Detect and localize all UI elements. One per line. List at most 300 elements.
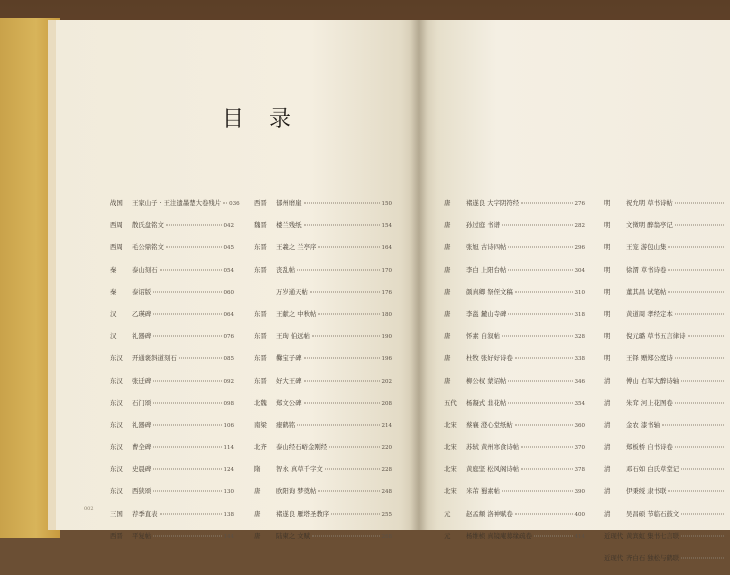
entry-title: 杨维桢 真镜庵募缘疏卷: [466, 531, 532, 540]
dot-leader: [515, 424, 573, 425]
toc-entry: [110, 287, 234, 309]
entry-title: 王献之 中秋帖: [276, 309, 317, 318]
entry-page-number: 378: [574, 467, 585, 474]
entry-title: 好大王碑: [276, 376, 302, 385]
entry-dynasty: 西晋: [110, 531, 123, 540]
entry-dynasty: 东晋: [254, 265, 267, 274]
entry-dynasty: 东晋: [254, 354, 267, 363]
entry-dynasty: 唐: [444, 376, 451, 385]
entry-title: 礼器碑: [132, 420, 152, 429]
dot-leader: [160, 269, 222, 270]
entry-title: 王宠 游包山集: [626, 243, 667, 252]
dot-leader: [515, 358, 573, 359]
toc-entry: [444, 376, 585, 398]
entry-dynasty: 西周: [110, 243, 123, 252]
entry-dynasty: 清: [604, 398, 611, 407]
toc-entry: [604, 242, 726, 264]
entry-title: 赵孟頫 洛神赋卷: [466, 509, 513, 518]
dot-leader: [304, 380, 380, 381]
toc-entry: [444, 420, 585, 442]
entry-title: 倪元璐 草书五言律诗: [626, 332, 686, 341]
toc-entry: [110, 509, 234, 531]
entry-dynasty: 清: [604, 376, 611, 385]
entry-dynasty: 唐: [444, 265, 451, 274]
entry-page-number: 220: [381, 445, 392, 452]
toc-entry: [254, 486, 392, 508]
entry-dynasty: 唐: [254, 531, 261, 540]
entry-dynasty: 唐: [444, 199, 451, 207]
entry-title: 褚遂良 大字阴符经: [466, 199, 520, 207]
entry-page-number: 196: [381, 356, 392, 363]
entry-page-number: 304: [574, 267, 585, 274]
entry-dynasty: 明: [604, 265, 611, 274]
entry-dynasty: 南梁: [254, 420, 267, 429]
entry-title: 褚遂良 雁塔圣教序: [276, 509, 330, 518]
dot-leader: [502, 336, 573, 337]
entry-dynasty: 近现代: [604, 554, 624, 562]
entry-title: 王羲之 兰亭序: [276, 243, 317, 252]
entry-page-number: 354: [574, 400, 585, 407]
entry-page-number: 154: [381, 223, 392, 230]
entry-dynasty: 明: [604, 199, 611, 207]
dot-leader: [521, 203, 572, 204]
entry-title: 荐季直表: [132, 509, 158, 518]
entry-page-number: 282: [574, 223, 585, 230]
toc-entry: [110, 531, 234, 553]
entry-dynasty: 汉: [110, 332, 117, 341]
dot-leader: [521, 469, 572, 470]
toc-entry: [254, 420, 392, 442]
toc-entry: [110, 464, 234, 486]
entry-dynasty: 唐: [444, 287, 451, 296]
entry-dynasty: 唐: [444, 309, 451, 318]
entry-title: 散氏盘铭文: [132, 221, 164, 230]
dot-leader: [166, 247, 222, 248]
entry-dynasty: 明: [604, 287, 611, 296]
dot-leader: [508, 402, 572, 403]
entry-title: 郑文公碑: [276, 398, 302, 407]
entry-title: 智永 真草千字文: [276, 465, 323, 474]
entry-dynasty: 明: [604, 221, 611, 230]
entry-dynasty: 东汉: [110, 420, 123, 429]
dot-leader: [318, 313, 379, 314]
toc-entry: [444, 265, 585, 287]
entry-dynasty: 东晋: [254, 332, 267, 341]
dot-leader: [675, 313, 724, 314]
entry-dynasty: 隋: [254, 465, 261, 474]
toc-entry: [604, 376, 726, 398]
entry-title: 邓石如 白氏草堂记: [626, 465, 680, 474]
dot-leader: [223, 203, 227, 204]
toc-entry: [444, 287, 585, 309]
entry-title: 黄庭坚 松风阁诗帖: [466, 465, 520, 474]
dot-leader: [153, 491, 221, 492]
entry-dynasty: 西晋: [254, 199, 267, 207]
dot-leader: [297, 269, 379, 270]
dot-leader: [312, 535, 380, 536]
entry-title: 欧阳询 梦奠帖: [276, 487, 317, 496]
dot-leader: [662, 424, 724, 425]
toc-column-4: [604, 198, 726, 575]
dot-leader: [688, 336, 724, 337]
toc-entry: [110, 331, 234, 353]
entry-page-number: 180: [381, 311, 392, 318]
entry-title: 石门颂: [132, 398, 152, 407]
dot-leader: [675, 225, 724, 226]
toc-entry: [254, 353, 392, 375]
toc-entry: [604, 309, 726, 331]
dot-leader: [508, 313, 572, 314]
dot-leader: [508, 269, 572, 270]
toc-entry: [254, 442, 392, 464]
toc-entry: [604, 509, 726, 531]
entry-page-number: 328: [574, 334, 585, 341]
dot-leader: [534, 535, 573, 536]
toc-entry: [604, 553, 726, 575]
dot-leader: [681, 558, 724, 559]
toc-entry: [254, 265, 392, 287]
entry-page-number: 085: [223, 356, 234, 363]
entry-title: 万岁通天帖: [276, 287, 308, 296]
entry-page-number: 370: [574, 445, 585, 452]
toc-entry: [254, 331, 392, 353]
entry-title: 张迁碑: [132, 376, 152, 385]
toc-entry: [444, 531, 585, 553]
entry-dynasty: 唐: [444, 354, 451, 363]
entry-page-number: 144: [223, 533, 234, 540]
entry-title: 黄宾虹 集书七言联: [626, 531, 680, 540]
entry-dynasty: 清: [604, 443, 611, 452]
entry-page-number: 318: [574, 311, 585, 318]
toc-entry: [444, 486, 585, 508]
entry-dynasty: 唐: [444, 332, 451, 341]
entry-dynasty: 明: [604, 309, 611, 318]
dot-leader: [153, 336, 221, 337]
toc-entry: [110, 309, 234, 331]
entry-dynasty: 秦: [110, 287, 117, 296]
entry-dynasty: 东晋: [254, 309, 267, 318]
toc-entry: [110, 398, 234, 420]
entry-dynasty: 五代: [444, 398, 457, 407]
entry-dynasty: 魏晋: [254, 221, 267, 230]
entry-page-number: 124: [223, 467, 234, 474]
toc-entry: [604, 464, 726, 486]
dot-leader: [675, 402, 724, 403]
toc-entry: [110, 420, 234, 442]
entry-dynasty: 元: [444, 509, 451, 518]
entry-page-number: 045: [223, 245, 234, 252]
entry-title: 爨宝子碑: [276, 354, 302, 363]
entry-title: 李邕 麓山寺碑: [466, 309, 507, 318]
entry-dynasty: 明: [604, 243, 611, 252]
entry-dynasty: 东晋: [254, 376, 267, 385]
entry-title: 郑板桥 自书诗卷: [626, 443, 673, 452]
entry-dynasty: 唐: [254, 487, 261, 496]
dot-leader: [515, 513, 573, 514]
entry-title: 丧乱帖: [276, 265, 296, 274]
entry-page-number: 268: [381, 533, 392, 540]
entry-dynasty: 北宋: [444, 420, 457, 429]
toc-column-3: [444, 198, 585, 553]
entry-page-number: 202: [381, 378, 392, 385]
toc-entry: [444, 331, 585, 353]
toc-entry: [604, 198, 726, 220]
toc-entry: [444, 198, 585, 220]
dot-leader: [153, 380, 221, 381]
entry-dynasty: 唐: [254, 509, 261, 518]
entry-dynasty: 东汉: [110, 487, 123, 496]
entry-page-number: 248: [381, 489, 392, 496]
entry-dynasty: 明: [604, 354, 611, 363]
entry-page-number: 255: [381, 511, 392, 518]
entry-dynasty: 清: [604, 465, 611, 474]
dot-leader: [153, 535, 221, 536]
dot-leader: [318, 247, 379, 248]
entry-dynasty: 三国: [110, 509, 123, 518]
entry-title: 王家山子 · 王注遗墨楚大卷残片: [132, 199, 222, 207]
dot-leader: [153, 447, 221, 448]
entry-title: 祝允明 草书诗帖: [626, 199, 673, 207]
entry-dynasty: 北宋: [444, 443, 457, 452]
toc-entry: [604, 220, 726, 242]
entry-title: 李白 上阳台帖: [466, 265, 507, 274]
entry-title: 颜真卿 祭侄文稿: [466, 287, 513, 296]
entry-title: 柳公权 蒙诏帖: [466, 376, 507, 385]
entry-title: 杨凝式 韭花帖: [466, 398, 507, 407]
entry-title: 泰山经石峪金刚经: [276, 443, 328, 452]
entry-dynasty: 北宋: [444, 487, 457, 496]
entry-title: 曹全碑: [132, 443, 152, 452]
toc-column-2: [254, 198, 392, 553]
toc-entry: [110, 242, 234, 264]
dot-leader: [675, 203, 724, 204]
dot-leader: [331, 513, 379, 514]
dot-leader: [515, 291, 573, 292]
entry-title: 毛公鼎铭文: [132, 243, 164, 252]
dot-leader: [508, 247, 572, 248]
dot-leader: [153, 469, 221, 470]
entry-title: 苏轼 黄州寒食诗帖: [466, 443, 520, 452]
entry-page-number: 176: [381, 289, 392, 296]
entry-title: 蔡襄 澄心堂纸帖: [466, 420, 513, 429]
dot-leader: [297, 424, 379, 425]
dot-leader: [318, 491, 379, 492]
dot-leader: [304, 225, 380, 226]
entry-page-number: 130: [223, 489, 234, 496]
entry-dynasty: 东汉: [110, 443, 123, 452]
book-gutter: [410, 20, 428, 530]
dot-leader: [325, 469, 380, 470]
entry-title: 楼兰残纸: [276, 221, 302, 230]
dot-leader: [502, 491, 573, 492]
dot-leader: [681, 513, 724, 514]
toc-entry: [604, 287, 726, 309]
entry-title: 朱耷 河上花图卷: [626, 398, 673, 407]
entry-dynasty: 唐: [444, 221, 451, 230]
entry-title: 乙瑛碑: [132, 309, 152, 318]
entry-dynasty: 秦: [110, 265, 117, 274]
dot-leader: [304, 203, 380, 204]
entry-title: 董其昌 试笔帖: [626, 287, 667, 296]
entry-title: 礼器碑: [132, 332, 152, 341]
entry-page-number: 098: [223, 400, 234, 407]
toc-entry: [444, 464, 585, 486]
entry-page-number: 138: [223, 511, 234, 518]
entry-title: 孙过庭 书谱: [466, 221, 500, 230]
entry-page-number: 060: [223, 289, 234, 296]
entry-page-number: 170: [381, 267, 392, 274]
entry-page-number: 208: [381, 400, 392, 407]
dot-leader: [153, 424, 221, 425]
entry-title: 郁州磨崖: [276, 199, 302, 207]
toc-entry: [254, 464, 392, 486]
toc-entry: [604, 265, 726, 287]
dot-leader: [153, 313, 221, 314]
entry-title: 王铎 赠郑公度诗: [626, 354, 673, 363]
entry-title: 黄道周 孝经定本: [626, 309, 673, 318]
dot-leader: [668, 291, 724, 292]
entry-title: 瘗鹤铭: [276, 420, 296, 429]
toc-entry: [604, 420, 726, 442]
entry-dynasty: 近现代: [604, 531, 624, 540]
toc-entry: [444, 398, 585, 420]
entry-dynasty: 北魏: [254, 398, 267, 407]
toc-title: 目 录: [222, 107, 300, 132]
dot-leader: [681, 380, 724, 381]
dot-leader: [312, 336, 380, 337]
entry-title: 王珣 伯远帖: [276, 332, 310, 341]
entry-page-number: 054: [223, 267, 234, 274]
entry-dynasty: 清: [604, 487, 611, 496]
toc-entry: [254, 198, 392, 220]
entry-page-number: 228: [381, 467, 392, 474]
entry-title: 泰诏版: [132, 287, 152, 296]
toc-entry: [444, 309, 585, 331]
entry-page-number: 360: [574, 422, 585, 429]
entry-dynasty: 东汉: [110, 376, 123, 385]
toc-entry: [254, 309, 392, 331]
entry-page-number: 276: [574, 201, 585, 207]
toc-entry: [110, 376, 234, 398]
entry-page-number: 296: [574, 245, 585, 252]
entry-title: 陆柬之 文赋: [276, 531, 310, 540]
dot-leader: [502, 225, 573, 226]
entry-dynasty: 北宋: [444, 465, 457, 474]
toc-entry: [254, 287, 392, 309]
entry-dynasty: 东汉: [110, 398, 123, 407]
toc-entry: [110, 198, 240, 220]
toc-entry: [110, 265, 234, 287]
entry-title: 齐白石 独松与鹤联: [626, 554, 680, 562]
dot-leader: [675, 358, 724, 359]
entry-title: 开通褒斜道刻石: [132, 354, 177, 363]
entry-dynasty: 清: [604, 509, 611, 518]
page-number: 002: [84, 506, 94, 512]
entry-title: 泰山刻石: [132, 265, 158, 274]
entry-title: 史晨碑: [132, 465, 152, 474]
entry-dynasty: 明: [604, 332, 611, 341]
entry-page-number: 400: [574, 511, 585, 518]
toc-entry: [254, 242, 392, 264]
entry-dynasty: 东晋: [254, 243, 267, 252]
toc-entry: [604, 486, 726, 508]
toc-entry: [110, 220, 234, 242]
entry-title: 伊秉绶 隶书联: [626, 487, 667, 496]
entry-title: 杜牧 张好好诗卷: [466, 354, 513, 363]
entry-title: 金农 漆书轴: [626, 420, 660, 429]
entry-page-number: 076: [223, 334, 234, 341]
entry-title: 文徵明 醉翁亭记: [626, 221, 673, 230]
entry-page-number: 346: [574, 378, 585, 385]
entry-dynasty: 元: [444, 531, 451, 540]
toc-entry: [444, 509, 585, 531]
dot-leader: [160, 513, 222, 514]
entry-dynasty: 汉: [110, 309, 117, 318]
entry-title: 怀素 自叙帖: [466, 332, 500, 341]
entry-page-number: 092: [223, 378, 234, 385]
toc-entry: [110, 353, 234, 375]
dot-leader: [521, 447, 572, 448]
entry-dynasty: 清: [604, 420, 611, 429]
dot-leader: [153, 402, 221, 403]
dot-leader: [304, 402, 380, 403]
dot-leader: [668, 491, 724, 492]
toc-entry: [444, 442, 585, 464]
dot-leader: [681, 469, 724, 470]
entry-title: 吴昌硕 节临石鼓文: [626, 509, 680, 518]
entry-page-number: 390: [574, 489, 585, 496]
toc-entry: [254, 531, 392, 553]
dot-leader: [681, 535, 724, 536]
toc-entry: [444, 353, 585, 375]
toc-entry: [444, 220, 585, 242]
entry-title: 徐渭 草书诗卷: [626, 265, 667, 274]
entry-title: 傅山 右军大醉诗轴: [626, 376, 680, 385]
entry-dynasty: 西周: [110, 221, 123, 230]
toc-entry: [604, 353, 726, 375]
dot-leader: [310, 291, 380, 292]
entry-title: 张旭 古诗四帖: [466, 243, 507, 252]
entry-page-number: 164: [381, 245, 392, 252]
entry-page-number: 042: [223, 223, 234, 230]
entry-page-number: 310: [574, 289, 585, 296]
entry-page-number: 036: [229, 201, 240, 207]
dot-leader: [166, 225, 222, 226]
entry-dynasty: 北齐: [254, 443, 267, 452]
entry-title: 西狭颂: [132, 487, 152, 496]
entry-page-number: 338: [574, 356, 585, 363]
dot-leader: [675, 447, 724, 448]
toc-entry: [254, 509, 392, 531]
toc-entry: [444, 242, 585, 264]
entry-page-number: 150: [381, 201, 392, 207]
dot-leader: [668, 247, 724, 248]
entry-title: 米芾 蜀素帖: [466, 487, 500, 496]
toc-entry: [254, 376, 392, 398]
entry-page-number: 190: [381, 334, 392, 341]
entry-dynasty: 东汉: [110, 465, 123, 474]
entry-title: 平复帖: [132, 531, 152, 540]
entry-dynasty: 唐: [444, 243, 451, 252]
dot-leader: [668, 269, 724, 270]
dot-leader: [329, 447, 379, 448]
entry-dynasty: 战国: [110, 199, 123, 207]
toc-entry: [604, 398, 726, 420]
toc-entry: [110, 486, 234, 508]
toc-column-1: [110, 198, 240, 553]
toc-entry: [254, 398, 392, 420]
entry-page-number: 106: [223, 422, 234, 429]
